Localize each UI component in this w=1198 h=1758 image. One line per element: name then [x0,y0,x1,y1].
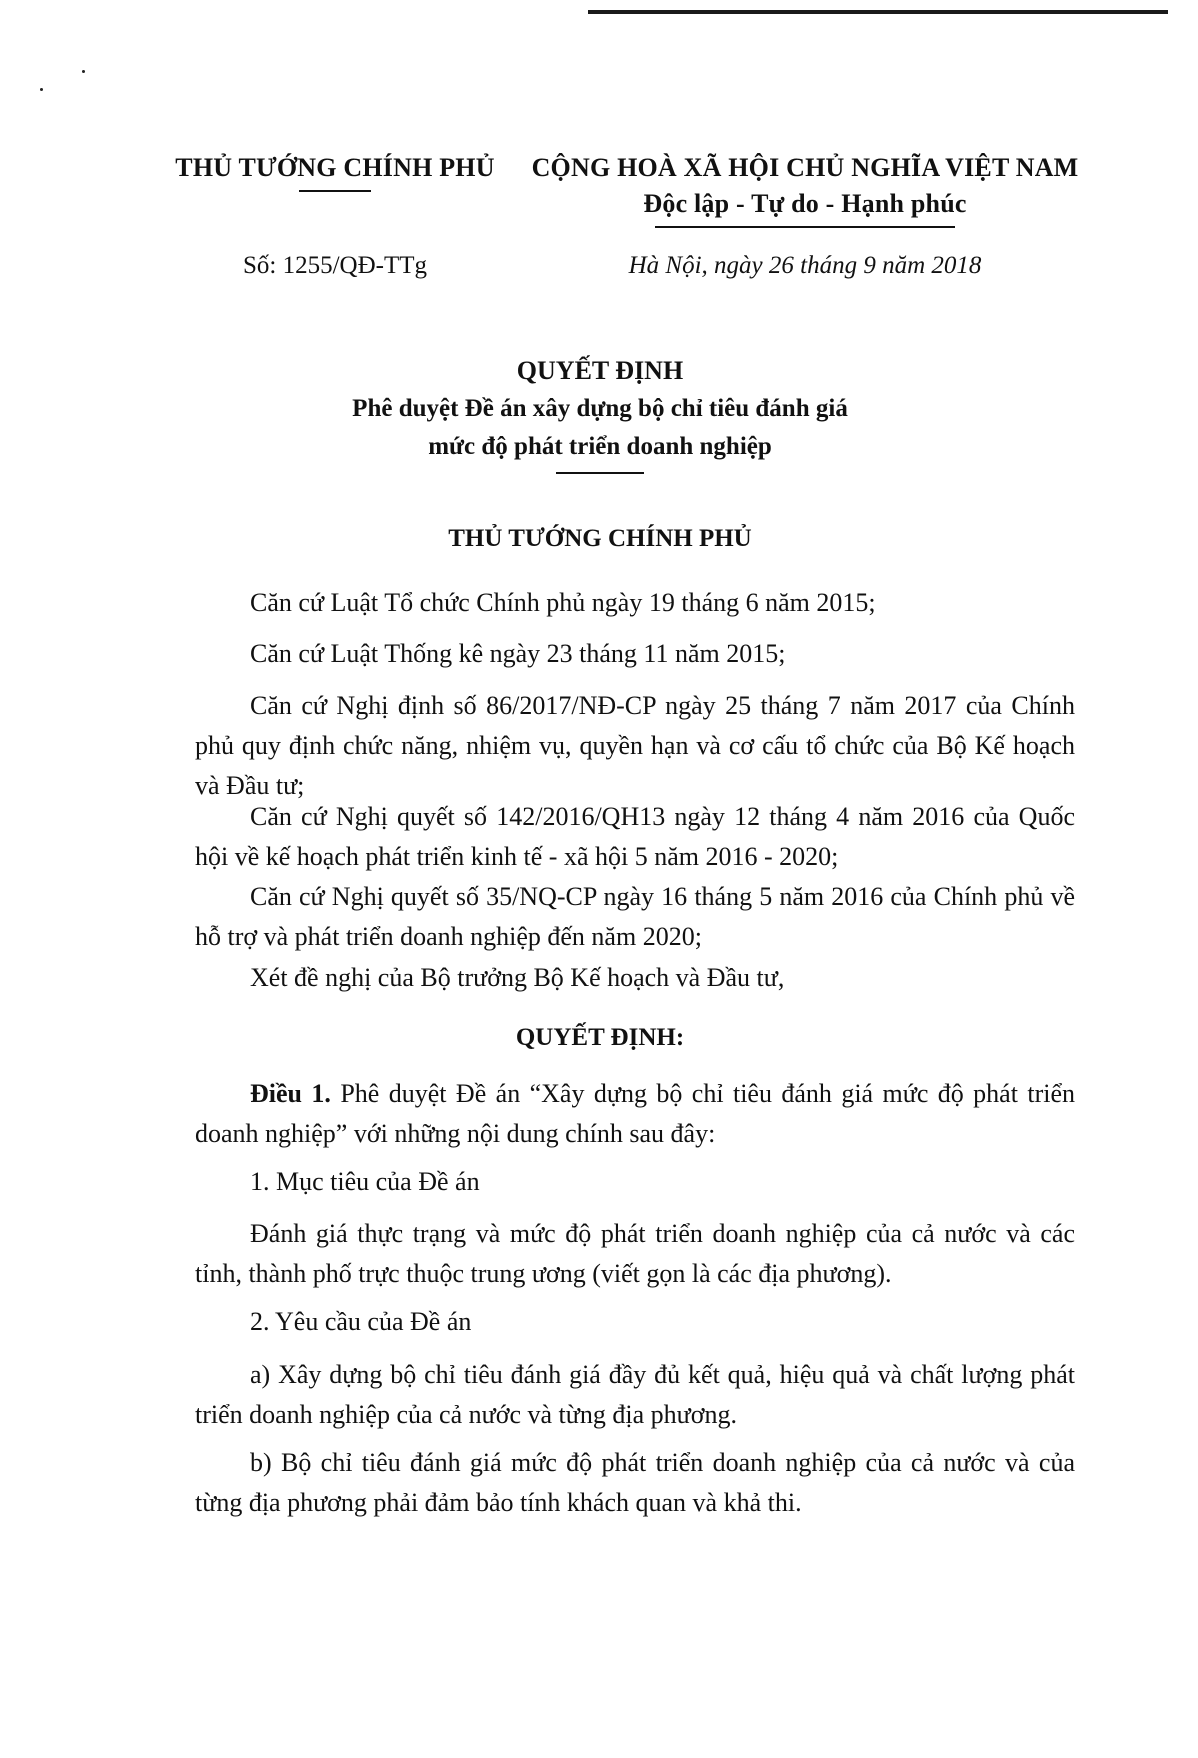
decision-heading: QUYẾT ĐỊNH: [515,1024,685,1051]
ground-paragraph: Căn cứ Nghị định số 86/2017/NĐ-CP ngày 25 tháng 7 năm 2017 của Chính phủ quy định chức năng, nhiệm vụ, quyền hạn và cơ cấu tổ chức của Bộ Kế hoạch và Đầu tư; [195,691,1075,800]
article-1-label: Điều 1. [250,1079,331,1108]
ground-paragraph: Căn cứ Nghị quyết số 35/NQ-CP ngày 16 tháng 5 năm 2016 của Chính phủ về hỗ trợ và phát triển doanh nghiệp đến năm 2020; [195,882,1075,951]
national-motto: Độc lập - Tự do - Hạnh phúc [643,189,967,218]
document-title-block [100,352,1100,474]
section-heading: 2. Yêu cầu của Đề án [250,1307,472,1336]
scan-speck [82,70,85,73]
issuer-block [150,150,520,192]
place-and-date: Hà Nội, ngày 26 tháng 9 năm 2018 [628,252,982,279]
title-underline [556,472,644,474]
section-paragraph: b) Bộ chỉ tiêu đánh giá mức độ phát triển doanh nghiệp của cả nước và của từng địa phương phải đảm bảo tính khách quan và khả thi. [195,1448,1075,1517]
ground-paragraph: Căn cứ Luật Thống kê ngày 23 tháng 11 năm 2015; [250,639,786,668]
issuer-underline [299,190,371,192]
ground-paragraph: Căn cứ Luật Tổ chức Chính phủ ngày 19 tháng 6 năm 2015; [250,588,876,617]
document-number: Số: 1255/QĐ-TTg [242,252,428,279]
ground-paragraph: Căn cứ Nghị quyết số 142/2016/QH13 ngày 12 tháng 4 năm 2016 của Quốc hội về kế hoạch phát triển kinh tế - xã hội 5 năm 2016 - 2020; [195,802,1075,871]
section-paragraph: a) Xây dựng bộ chỉ tiêu đánh giá đầy đủ kết quả, hiệu quả và chất lượng phát triển doanh nghiệp của cả nước và từng địa phương. [195,1360,1075,1429]
country-name: CỘNG HOÀ XÃ HỘI CHỦ NGHĨA VIỆT NAM [531,153,1079,182]
article-1-paragraph [195,1074,1075,1154]
section-heading: 1. Mục tiêu của Đề án [250,1167,480,1196]
title-subject-line1: Phê duyệt Đề án xây dựng bộ chỉ tiêu đánh giá [352,395,848,422]
ground-paragraph: Xét đề nghị của Bộ trưởng Bộ Kế hoạch và Đầu tư, [250,963,785,992]
document-type: QUYẾT ĐỊNH [516,356,684,385]
top-border-rule [588,10,1168,14]
issuer-name: THỦ TƯỚNG CHÍNH PHỦ [175,153,495,182]
motto-underline [655,226,955,228]
scan-speck [40,88,43,91]
authority-heading: THỦ TƯỚNG CHÍNH PHỦ [448,525,752,552]
national-title-block [525,150,1085,228]
title-subject-line2: mức độ phát triển doanh nghiệp [428,433,772,460]
article-1-text: Phê duyệt Đề án “Xây dựng bộ chỉ tiêu đánh giá mức độ phát triển doanh nghiệp” với những nội dung chính sau đây: [195,1079,1076,1148]
section-paragraph: Đánh giá thực trạng và mức độ phát triển doanh nghiệp của cả nước và các tỉnh, thành phố trực thuộc trung ương (viết gọn là các địa phương). [195,1219,1075,1288]
